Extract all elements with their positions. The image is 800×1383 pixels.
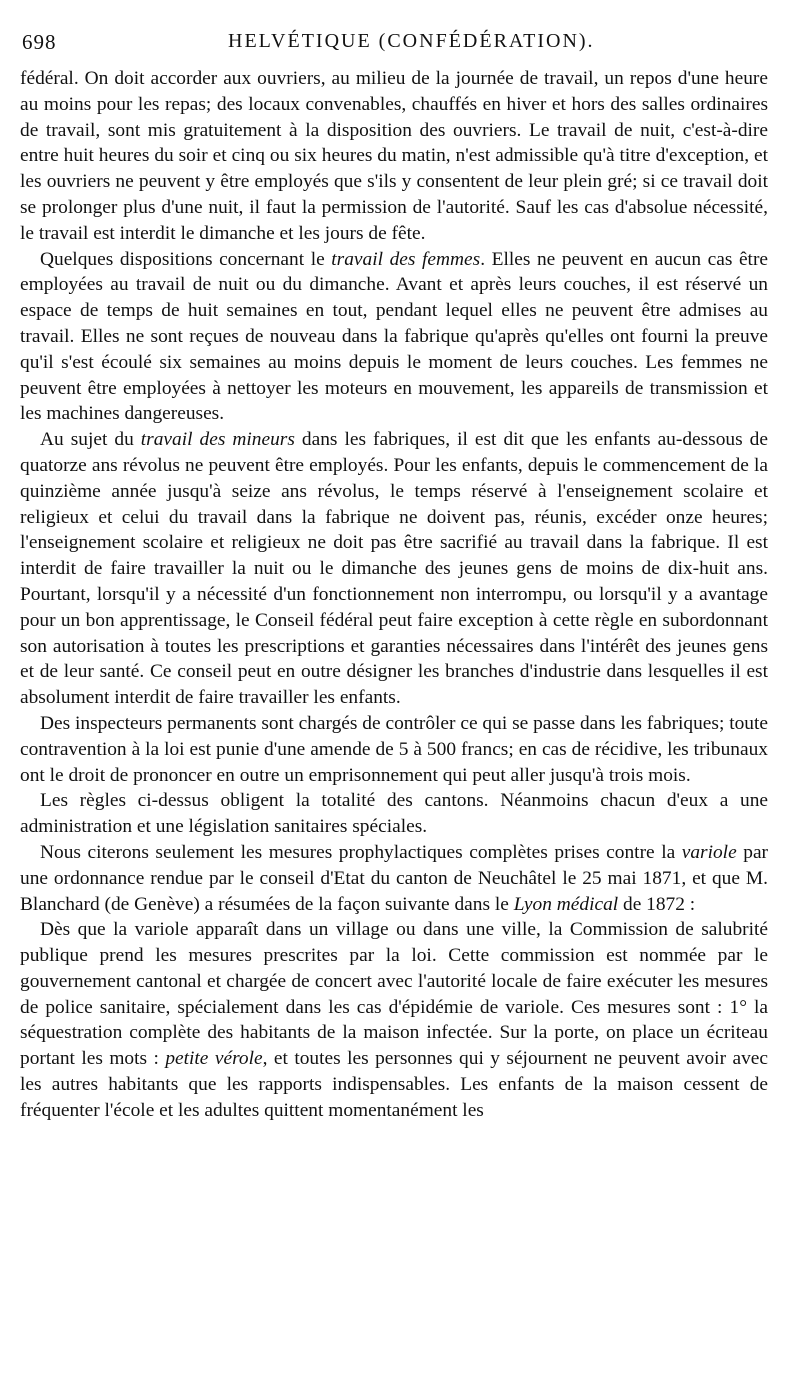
italic-term: petite vérole: [165, 1048, 263, 1070]
page-number: 698: [22, 30, 57, 54]
paragraph: Quelques dispositions concernant le travail des femmes. Elles ne peuvent en aucun cas être employées au travail de nuit ou du dimanche. Avant et après leurs couches, il est réservé un espace de temps de huit semaines en tout, pendant lequel elles ne peuvent être admises au travail. Elles ne sont reçues de nouveau dans la fabrique qu'après qu'elles ont fourni la preuve qu'il s'est écoulé six semaines au moins depuis le moment de leurs couches. Les femmes ne peuvent être employées à nettoyer les moteurs en mouvement, les appareils de transmission et les machines dangereuses.: [20, 248, 769, 425]
italic-term: travail des femmes: [331, 248, 481, 270]
document-page: [20, 0, 768, 1124]
paragraph: fédéral. On doit accorder aux ouvriers, au milieu de la journée de travail, un repos d'une heure au moins pour les repas; des locaux convenables, chauffés en hiver et hors des salles ordinaires de travail, sont mis gratuitement à la disposition des ouvriers. Le travail de nuit, c'est-à-dire entre huit heures du soir et cinq ou six heures du matin, n'est admissible qu'à titre d'exception, et les ouvriers ne peuvent y être employés que s'ils y consentent de leur plein gré; si ce travail doit se prolonger plus d'une nuit, il faut la permission de l'autorité. Sauf les cas d'absolue nécessité, le travail est interdit le dimanche et les jours de fête.: [20, 68, 768, 244]
page-header: [20, 0, 768, 66]
italic-term: variole: [681, 841, 737, 863]
paragraph: Au sujet du travail des mineurs dans les fabriques, il est dit que les enfants au-dessous de quatorze ans révolus ne peuvent être employés. Pour les enfants, depuis le commencement de la quinzième année jusqu'à seize ans révolus, le temps réservé à l'enseignement scolaire et religieux et celui du travail dans la fabrique ne doivent pas, réunis, excéder onze heures; l'enseignement scolaire et religieux ne doit pas être sacrifié au travail dans la fabrique. Il est interdit de faire travailler la nuit ou le dimanche des jeunes gens de moins de dix-huit ans. Pourtant, lorsqu'il y a nécessité d'un fonctionnement non interrompu, ou lorsqu'il y a avantage pour un bon apprentissage, le Conseil fédéral peut faire exception à cette règle en subordonnant son autorisation à toutes les prescriptions et garanties nécessaires dans l'intérêt des jeunes gens et de leur santé. Ce conseil peut en outre désigner les branches d'industrie dans lesquelles il est absolument interdit de faire travailler les enfants.: [20, 429, 768, 709]
italic-term: Lyon médical: [513, 893, 619, 915]
paragraph: Dès que la variole apparaît dans un village ou dans une ville, la Commission de salubrité publique prend les mesures prescrites par la loi. Cette commission est nommée par le gouvernement cantonal et chargée de concert avec l'autorité locale de faire exécuter les mesures de police sanitaire, spécialement dans les cas d'épidémie de variole. Ces mesures sont : 1° la séquestration complète des habitants de la maison infectée. Sur la porte, on place un écriteau portant les mots : petite vérole, et toutes les personnes qui y séjournent ne peuvent avoir avec les autres habitants que les rapports indispensables. Les enfants de la maison cessent de fréquenter l'école et les adultes quittent momentanément les: [20, 919, 768, 1121]
italic-term: travail des mineurs: [140, 429, 295, 451]
running-title: HELVÉTIQUE (CONFÉDÉRATION).: [228, 30, 595, 52]
paragraph: Les règles ci-dessus obligent la totalité des cantons. Néanmoins chacun d'eux a une administration et une législation sanitaires spéciales.: [20, 790, 768, 838]
body-text: [20, 66, 768, 1124]
paragraph: Nous citerons seulement les mesures prophylactiques complètes prises contre la variole par une ordonnance rendue par le conseil d'Etat du canton de Neuchâtel le 25 mai 1871, et que M. Blanchard (de Genève) a résumées de la façon suivante dans le Lyon médical de 1872 :: [20, 841, 769, 915]
paragraph: Des inspecteurs permanents sont chargés de contrôler ce qui se passe dans les fabriques; toute contravention à la loi est punie d'une amende de 5 à 500 francs; en cas de récidive, les tribunaux ont le droit de prononcer en outre un emprisonnement qui peut aller jusqu'à trois mois.: [20, 712, 768, 786]
